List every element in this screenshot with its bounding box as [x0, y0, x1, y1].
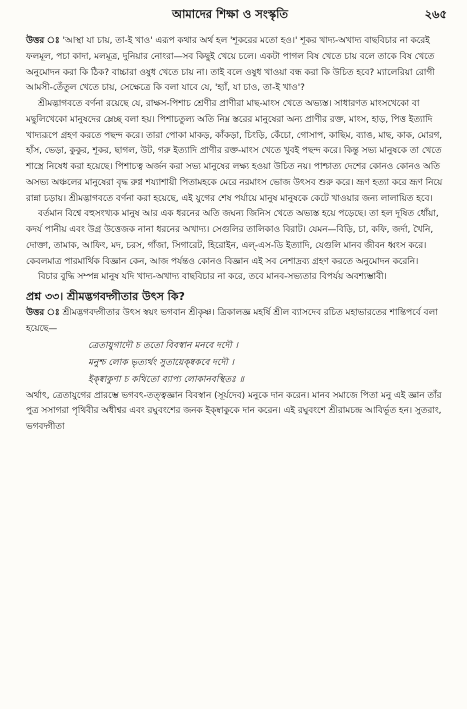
body-paragraph-1: শ্রীমদ্ভাগবতে বর্ণনা রয়েছে যে, রাক্ষস-পিশাচ শ্রেণীর প্রাণীরা মাছ-মাংস খেতে অভ্যস্ত। সাধারণত মাংসখেকো বা মছুলিখেকো মানুষদের ম্লেচ্ছ বলা হয়। পিশাচতুল্য অতি নিম্ন স্তরের মানুষেরা অন্য প্রাণীর রক্ত, মাংস, হাড়, পিত্ত ইত্যাদি খাদ্যরূপে গ্রহণ করতে পছন্দ করে। তারা পোকা মাকড়, কাঁকড়া, চিংড়ি, কেঁচো, গোসাপ, কাছিম, ব্যাঙ, মাছ, কাক, মোরগ, হাঁস, ভেড়া, কুকুর, শূকর, ছাগল, উট, গরু ইত্যাদি প্রাণীর রক্ত-মাংস খেতে খুবই পছন্দ করে। কিন্তু সভ্য মানুষকে তা খেতে শাস্ত্রে নিষেধ করা হয়েছে। পিশাচত্ব অর্জন করা সভ্য মানুষের লক্ষ্য হওয়া উচিত নয়। পাশ্চাত্য দেশের কোনও কোনও অতি অসভ্য অঞ্চলের মানুষেরা বৃদ্ধ রুগ্ন শয্যাশায়ী পিতামহকে মেরে নরমাংস ভোজ উৎসব শুরু করে। ভ্রূণ হত্যা করে ভ্রূণ নিয়ে রান্না চড়ায়। শ্রীমদ্ভাগবতে বর্ণনা করা হয়েছে, এই যুগের শেষ পর্যায়ে মানুষ মানুষকে কেটে খাওয়ার জন্য লালায়িত হবে।	[26, 99, 443, 204]
running-header-title: আমাদের শিক্ষা ও সংস্কৃতি	[171, 7, 289, 21]
answer-text-2: শ্রীমদ্ভগবদ্গীতার উৎস স্বয়ং ভগবান শ্রীকৃষ্ণ। ত্রিকালজ্ঞ মহর্ষি শ্রীল ব্যাসদেব রচিত মহাভারতের শান্তিপর্বে বলা হয়েছে—	[26, 308, 438, 334]
body-paragraph-2: বর্তমান বিশ্বে বহুসংখ্যক মানুষ আর এক ধরনের অতি জঘন্য জিনিস খেতে অভ্যস্ত হয়ে পড়েছে। তা হল দূষিত ধোঁয়া, কদর্য পানীয় এবং উগ্র উত্তেজক নানা ধরনের অখাদ্য। সেগুলির তালিকাও বিরাট। যেমন—বিড়ি, চা, কফি, জর্দা, খৈনি, দোক্তা, তামাক, আফিং, মদ, চরস, গাঁজা, সিগারেট, হিরোইন, এল্-এস-ডি ইত্যাদি, যেগুলি মানব জীবন ধ্বংস করে। কেবলমাত্র পারমার্থিক বিজ্ঞান কেন, আজ পর্যন্তও কোনও বিজ্ঞান এই সব নেশাদ্রব্য গ্রহণ করতে অনুমোদন করেনি।	[26, 209, 439, 267]
question-label: প্রশ্ন ৩৩।	[26, 290, 64, 303]
closing-paragraph: অর্থাৎ, ত্রেতাযুগের প্রারম্ভে ভগবৎ-তত্ত্বজ্ঞান বিবস্বান (সূর্যদেব) মনুকে দান করেন। মানব সমাজে পিতা মনু এই জ্ঞান তাঁর পুত্র সসাগরা পৃথিবীর অধীশ্বর এবং রঘুবংশের জনক ইক্ষ্বাকুকে দান করেন। এই রঘুবংশে শ্রীরামচন্দ্র আবির্ভূত হন। সুতরাং, ভগবদ্গীতা	[26, 390, 442, 432]
body-paragraph-3: বিচার বুদ্ধি সম্পন্ন মানুষ যদি খাদ্য-অখাদ্য বাছবিচার না করে, তবে মানব-সভ্যতার বিপর্যয় অবশ্যম্ভাবী।	[38, 272, 387, 283]
verse-line: ইক্ষ্বাকুণা চ কথিতো ব্যাপ্য লোকানবস্থিতঃ ॥	[88, 374, 244, 385]
answer-label: উত্তর ঃ	[26, 36, 60, 46]
verse-line: মনুশ্চ লোক ভৃত্যর্থং সুতায়েক্ষ্বকবে দদৌ ।	[88, 357, 234, 368]
answer-paragraph	[26, 34, 452, 97]
page-number: ২৬৫	[424, 7, 447, 21]
answer-paragraph-2	[26, 306, 452, 338]
sanskrit-verse	[26, 338, 452, 389]
question-text: শ্রীমদ্ভগবদ্গীতার উৎস কি?	[67, 290, 185, 303]
question-heading	[26, 288, 452, 305]
verse-line: ত্রেতাযুগাদৌ চ ততো বিবস্বান মনবে দদৌ ।	[88, 340, 238, 351]
answer-label-2: উত্তর ঃ	[26, 308, 60, 318]
answer-text: 'আস্থা যা চায়, তা-ই খাও' এরূপ কথার অর্থ হল 'শূকরের মতো হও।' শূকর খাদ্য-অখাদ্য বাছবিচার না করেই ফলমূল, পচা কাদা, মলমূত্র, দুনিয়ার নোংরা—সব কিছুই খেয়ে চলে। একটা পাগল বিষ খেতে চায় বলে তাকে বিষ খেতে অনুমোদন করা কি ঠিক? বাচ্চারা ওষুধ খেতে চায় না। তাই বলে ওষুধ খাওয়া বন্ধ করা কি উচিত হবে? ম্যালেরিয়া রোগী আমসী-তেঁতুল খেতে চায়, সেক্ষেত্রে কি বলা যাবে যে, 'হ্যাঁ, যা চাও, তা-ই খাও'?	[26, 36, 435, 94]
page-body	[26, 34, 452, 436]
